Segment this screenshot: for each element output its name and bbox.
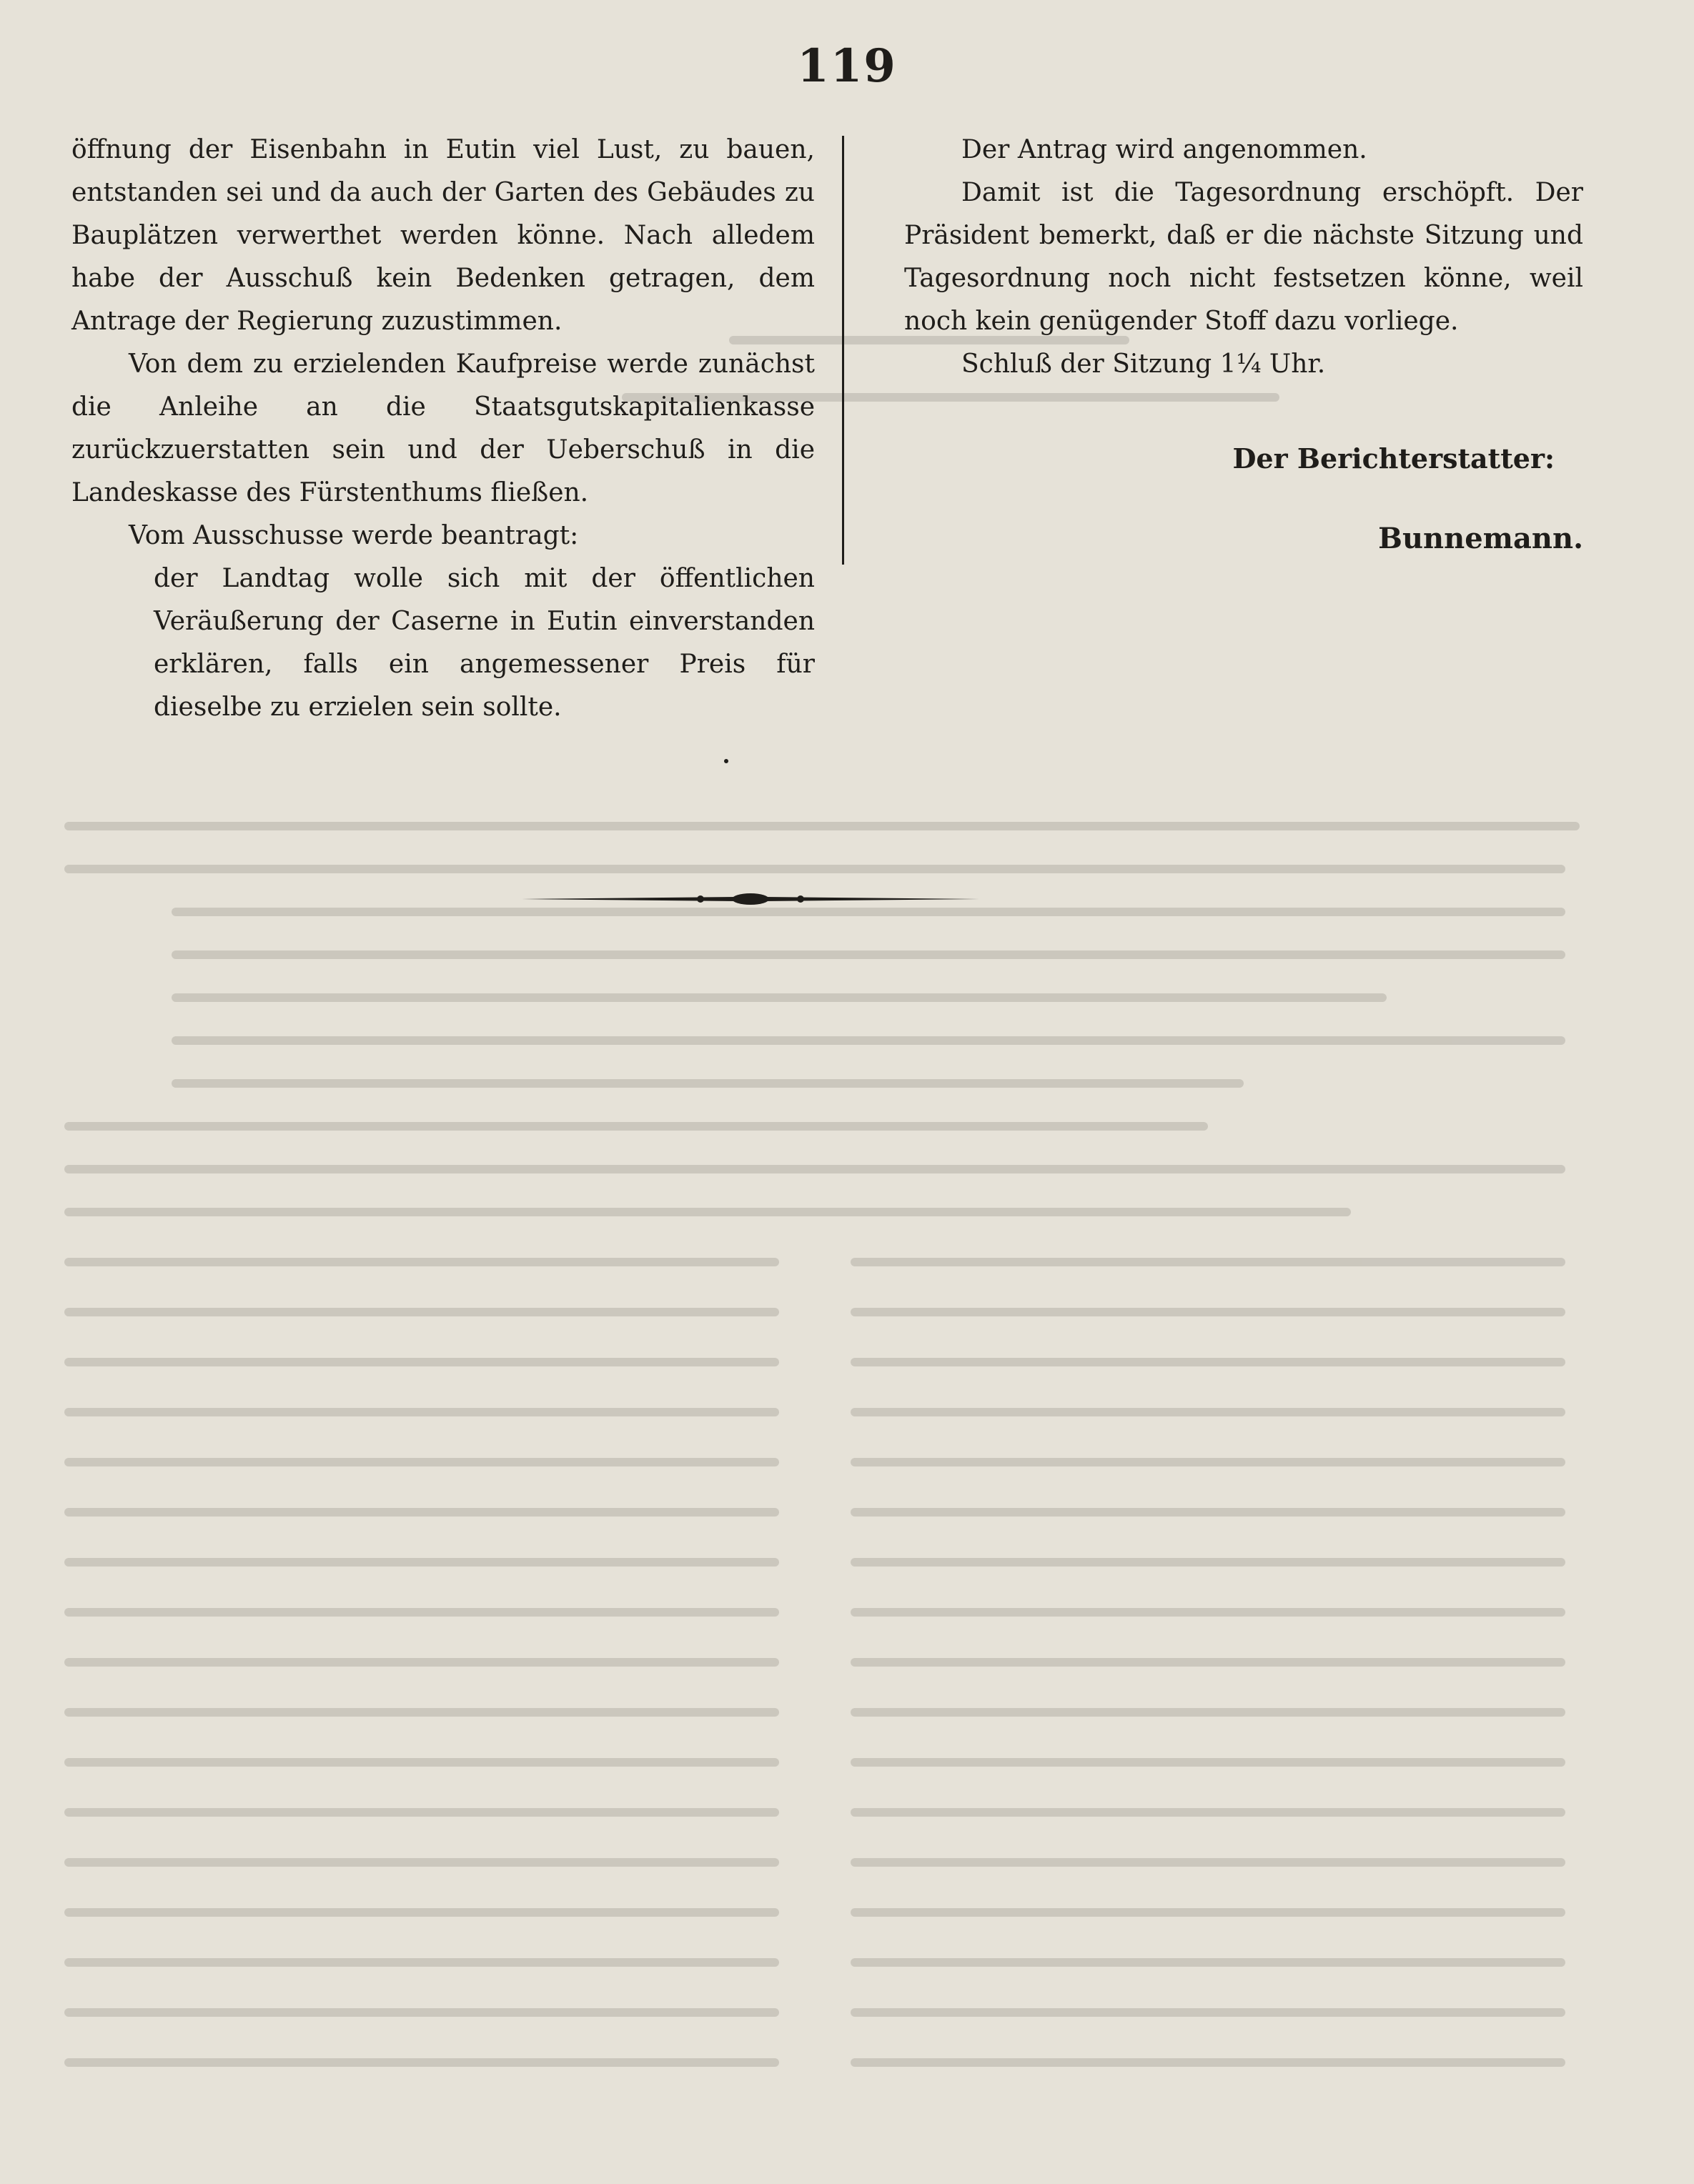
signature-label: Der Berichterstatter: <box>1232 442 1555 475</box>
motion-text: der Landtag wolle sich mit der öffentlichen Veräußerung der Caserne in Eutin einverstanden erklären, falls ein angemessener Preis für dieselbe zu erzielen sein sollte. <box>154 564 815 722</box>
page-number: 119 <box>797 39 897 93</box>
column-divider <box>842 136 844 565</box>
left-column <box>71 129 815 729</box>
paragraph: Von dem zu erzielenden Kaufpreise werde zunächst die Anleihe an die Staatsgutskapitalienkasse zurückzuerstatten sein und der Ueberschuß in die Landeskasse des Fürstenthums fließen. <box>71 349 815 507</box>
paragraph: Damit ist die Tagesordnung erschöpft. Der Präsident bemerkt, daß er die nächste Sitzung und Tagesordnung noch nicht festsetzen könne, weil noch kein genügender Stoff dazu vorliege. <box>904 178 1583 336</box>
ornament-rule <box>522 885 979 913</box>
signature-name: Bunnemann. <box>1378 522 1583 555</box>
right-column <box>904 129 1583 560</box>
stray-dot <box>724 759 728 763</box>
paragraph: Vom Ausschusse werde beantragt: <box>129 521 579 550</box>
paragraph: öffnung der Eisenbahn in Eutin viel Lust, zu bauen, entstanden sei und da auch der Garten des Gebäudes zu Bauplätzen verwerthet werden könne. Nach alledem habe der Ausschuß kein Bedenken getragen, dem Antrage der Regierung zuzustimmen. <box>71 135 815 336</box>
paragraph: Der Antrag wird angenommen. <box>961 135 1367 164</box>
paragraph: Schluß der Sitzung 1¼ Uhr. <box>961 349 1326 379</box>
